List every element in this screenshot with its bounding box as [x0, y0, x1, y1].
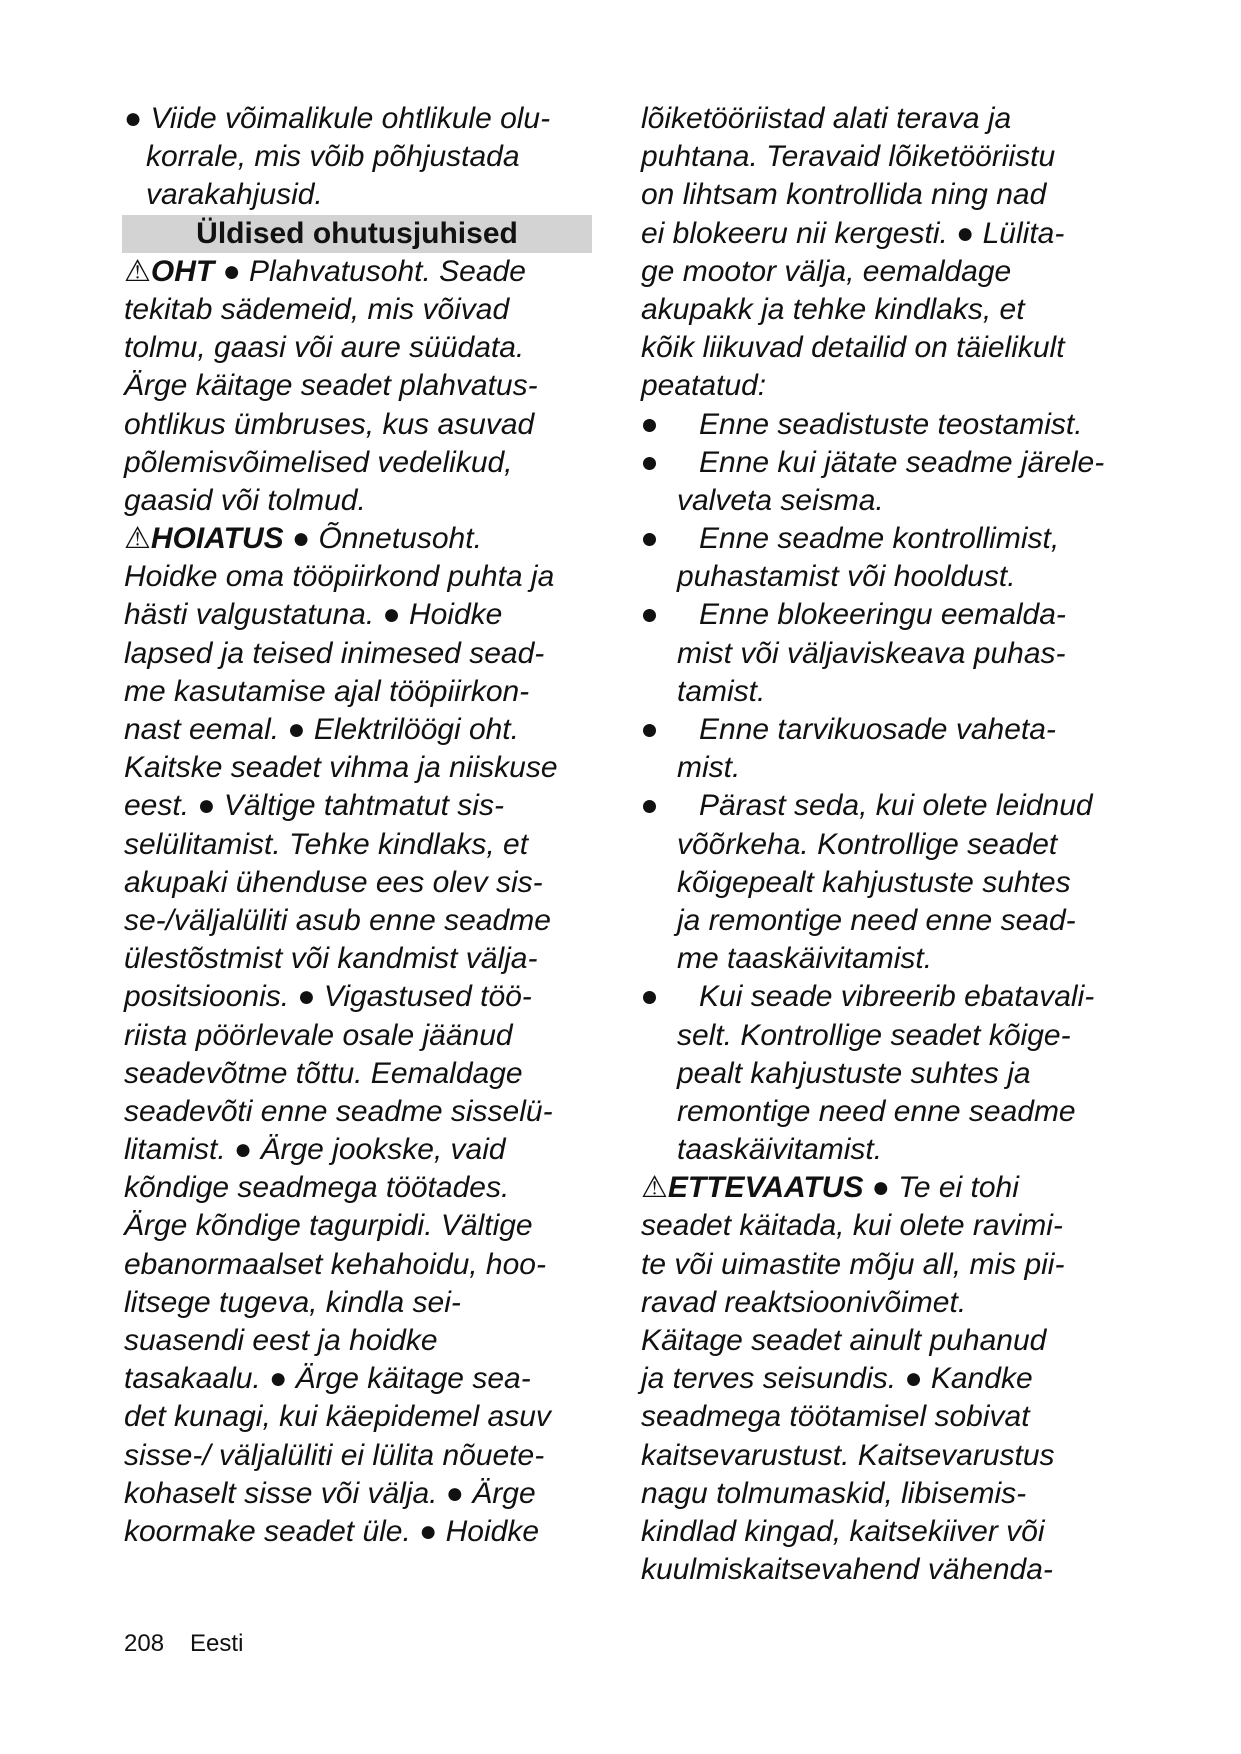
- bullet-text: ja remontige need enne sead-: [677, 903, 1076, 937]
- bullet-list: [641, 406, 1141, 1170]
- bullet-text: mist.: [677, 751, 741, 785]
- bullet-text: võõrkeha. Kontrollige seadet: [677, 827, 1058, 861]
- text-line: litamist. ● Ärge jookske, vaid: [124, 1133, 506, 1167]
- text-line: lapsed ja teised inimesed sead-: [124, 636, 545, 670]
- bullet-line: [641, 482, 1141, 520]
- text-line: litsege tugeva, kindla sei-: [124, 1285, 461, 1319]
- text-line: kindlad kingad, kaitsekiiver või: [641, 1514, 1045, 1548]
- text-line: tekitab sädemeid, mis võivad: [124, 292, 510, 326]
- bullet-text: Enne tarvikuosade vaheta-: [699, 713, 1056, 746]
- bullet-text: me taaskäivitamist.: [677, 942, 933, 976]
- text-line: positsioonis. ● Vigastused töö-: [124, 980, 532, 1014]
- page-footer: [124, 1630, 269, 1658]
- text-line: sisse-/ väljalüliti ei lülita nõuete-: [124, 1438, 545, 1472]
- bullet-line: [641, 596, 1141, 634]
- hoiatus-keyword: ⚠HOIATUS: [124, 522, 284, 556]
- bullet-line: [641, 1131, 1141, 1169]
- bullet-item: [641, 520, 1141, 596]
- bullet-dot-icon: [643, 800, 656, 813]
- bullet-item: [641, 711, 1141, 787]
- text-line: ebanormaalset kehahoidu, hoo-: [124, 1247, 546, 1281]
- text-line: ohtlikus ümbruses, kus asuvad: [124, 407, 535, 441]
- text-line: akupaki ühenduse ees olev sis-: [124, 865, 543, 899]
- text-line: selülitamist. Tehke kindlaks, et: [124, 827, 529, 861]
- section-heading: Üldised ohutusjuhised: [122, 215, 592, 253]
- left-column: [124, 100, 594, 1551]
- oht-keyword: ⚠OHT: [124, 254, 215, 288]
- text-line: hästi valgustatuna. ● Hoidke: [124, 598, 503, 632]
- body-block-1: [124, 291, 594, 520]
- text-line: ülestõstmist või kandmist välja-: [124, 942, 538, 976]
- text-line: seadevõti enne seadme sisselü-: [124, 1094, 553, 1128]
- intro-line: korrale, mis võib põhjustada: [146, 140, 520, 174]
- page-number: 208: [124, 1630, 165, 1657]
- text-line: suasendi eest ja hoidke: [124, 1324, 438, 1357]
- bullet-line: [641, 1055, 1141, 1093]
- text-line: Kaitske seadet vihma ja niiskuse: [124, 751, 558, 785]
- bullet-text: pealt kahjustuste suhtes ja: [677, 1056, 1031, 1090]
- bullet-text: Kui seade vibreerib ebatavali-: [699, 980, 1095, 1014]
- text-line: kohaselt sisse või välja. ● Ärge: [124, 1476, 536, 1510]
- text-line: nagu tolmumaskid, libisemis-: [641, 1476, 1027, 1510]
- bullet-line: [641, 940, 1141, 978]
- footer-language: Eesti: [190, 1630, 244, 1657]
- bullet-line: [641, 1017, 1141, 1055]
- text-line: te või uimastite mõju all, mis pii-: [641, 1247, 1065, 1281]
- text-line: ge mootor välja, eemaldage: [641, 254, 1012, 288]
- bullet-text: kõigepealt kahjustuste suhtes: [677, 865, 1071, 899]
- bullet-item: [641, 444, 1141, 520]
- closing-block: [641, 1207, 1141, 1589]
- text-line: gaasid või tolmud.: [124, 483, 366, 517]
- bullet-line: [641, 635, 1141, 673]
- bullet-dot-icon: [643, 457, 656, 470]
- bullet-dot-icon: [643, 724, 656, 737]
- text-line: lõiketööriistad alati terava ja: [641, 102, 1012, 135]
- body-block-2: [124, 558, 594, 1551]
- oht-line: [124, 253, 594, 291]
- text-line: eest. ● Vältige tahtmatut sis-: [124, 789, 504, 823]
- text-line: det kunagi, kui käepidemel asuv: [124, 1400, 551, 1434]
- text-line: riista pöörlevale osale jäänud: [124, 1018, 513, 1052]
- bullet-line: [641, 902, 1141, 940]
- text-line: me kasutamise ajal tööpiirkon-: [124, 674, 530, 708]
- text-line: ja terves seisundis. ● Kandke: [641, 1362, 1033, 1396]
- bullet-text: Enne kui jätate seadme järele-: [699, 445, 1105, 479]
- bullet-dot-icon: [643, 991, 656, 1004]
- bullet-line: [641, 673, 1141, 711]
- hoiatus-text: ● Õnnetusoht.: [283, 522, 482, 556]
- bullet-text: selt. Kontrollige seadet kõige-: [677, 1018, 1071, 1052]
- bullet-dot-icon: [643, 533, 656, 546]
- bullet-text: puhastamist või hooldust.: [677, 560, 1016, 594]
- bullet-line: [641, 520, 1141, 558]
- oht-text: ● Plahvatusoht. Seade: [214, 254, 526, 288]
- text-line: ei blokeeru nii kergesti. ● Lülita-: [641, 216, 1065, 250]
- bullet-dot-icon: [643, 419, 656, 432]
- bullet-line: [641, 406, 1141, 444]
- bullet-line: [641, 826, 1141, 864]
- bullet-item: [641, 596, 1141, 711]
- bullet-dot-icon: [643, 609, 656, 622]
- ettevaatus-text: ● Te ei tohi: [863, 1171, 1019, 1205]
- bullet-line: [641, 1093, 1141, 1131]
- bullet-text: taaskäivitamist.: [677, 1133, 883, 1167]
- bullet-line: [641, 864, 1141, 902]
- text-line: Ärge käitage seadet plahvatus-: [124, 369, 538, 403]
- bullet-line: [641, 978, 1141, 1016]
- text-line: puhtana. Teravaid lõiketööriistu: [641, 140, 1056, 174]
- text-line: Ärge kõndige tagurpidi. Vältige: [124, 1209, 533, 1243]
- text-line: on lihtsam kontrollida ning nad: [641, 178, 1047, 212]
- hoiatus-line: [124, 520, 594, 558]
- text-line: kõndige seadmega töötades.: [124, 1171, 510, 1205]
- text-line: ravad reaktsioonivõimet.: [641, 1285, 967, 1319]
- text-line: tasakaalu. ● Ärge käitage sea-: [124, 1362, 531, 1396]
- text-line: kuulmiskaitsevahend vähenda-: [641, 1553, 1053, 1587]
- text-line: seadmega töötamisel sobivat: [641, 1400, 1030, 1434]
- text-line: seadet käitada, kui olete ravimi-: [641, 1209, 1063, 1243]
- bullet-text: mist või väljaviskeava puhas-: [677, 636, 1066, 670]
- text-line: peatatud:: [641, 369, 767, 403]
- bullet-line: [641, 749, 1141, 787]
- bullet-item: [641, 406, 1141, 444]
- bullet-text: Enne seadistuste teostamist.: [699, 407, 1083, 441]
- text-line: Hoidke oma tööpiirkond puhta ja: [124, 560, 555, 594]
- bullet-line: [641, 444, 1141, 482]
- intro-line: ● Viide võimalikule ohtlikule olu-: [124, 102, 551, 135]
- bullet-text: valveta seisma.: [677, 483, 884, 517]
- text-line: se-/väljalüliti asub enne seadme: [124, 903, 551, 937]
- bullet-text: Enne blokeeringu eemalda-: [699, 598, 1066, 632]
- text-line: põlemisvõimelised vedelikud,: [124, 445, 513, 479]
- text-line: tolmu, gaasi või aure süüdata.: [124, 331, 525, 365]
- text-line: seadevõtme tõttu. Eemaldage: [124, 1056, 523, 1090]
- bullet-line: [641, 711, 1141, 749]
- right-intro: [641, 100, 1141, 406]
- text-line: kõik liikuvad detailid on täielikult: [641, 331, 1065, 365]
- intro-line: varakahjusid.: [146, 178, 323, 212]
- bullet-text: remontige need enne seadme: [677, 1094, 1076, 1128]
- ettevaatus-keyword: ⚠ETTEVAATUS: [641, 1171, 864, 1205]
- bullet-line: [641, 787, 1141, 825]
- text-line: koormake seadet üle. ● Hoidke: [124, 1514, 540, 1548]
- text-line: nast eemal. ● Elektrilöögi oht.: [124, 713, 519, 746]
- bullet-line: [641, 558, 1141, 596]
- text-line: akupakk ja tehke kindlaks, et: [641, 292, 1025, 326]
- ettevaatus-line: [641, 1169, 1141, 1207]
- text-line: Käitage seadet ainult puhanud: [641, 1324, 1047, 1357]
- bullet-text: tamist.: [677, 674, 766, 708]
- right-column: [641, 100, 1141, 1589]
- bullet-item: [641, 978, 1141, 1169]
- bullet-text: Enne seadme kontrollimist,: [699, 522, 1060, 556]
- text-line: kaitsevarustust. Kaitsevarustus: [641, 1438, 1055, 1472]
- bullet-text: Pärast seda, kui olete leidnud: [699, 789, 1093, 823]
- bullet-item: [641, 787, 1141, 978]
